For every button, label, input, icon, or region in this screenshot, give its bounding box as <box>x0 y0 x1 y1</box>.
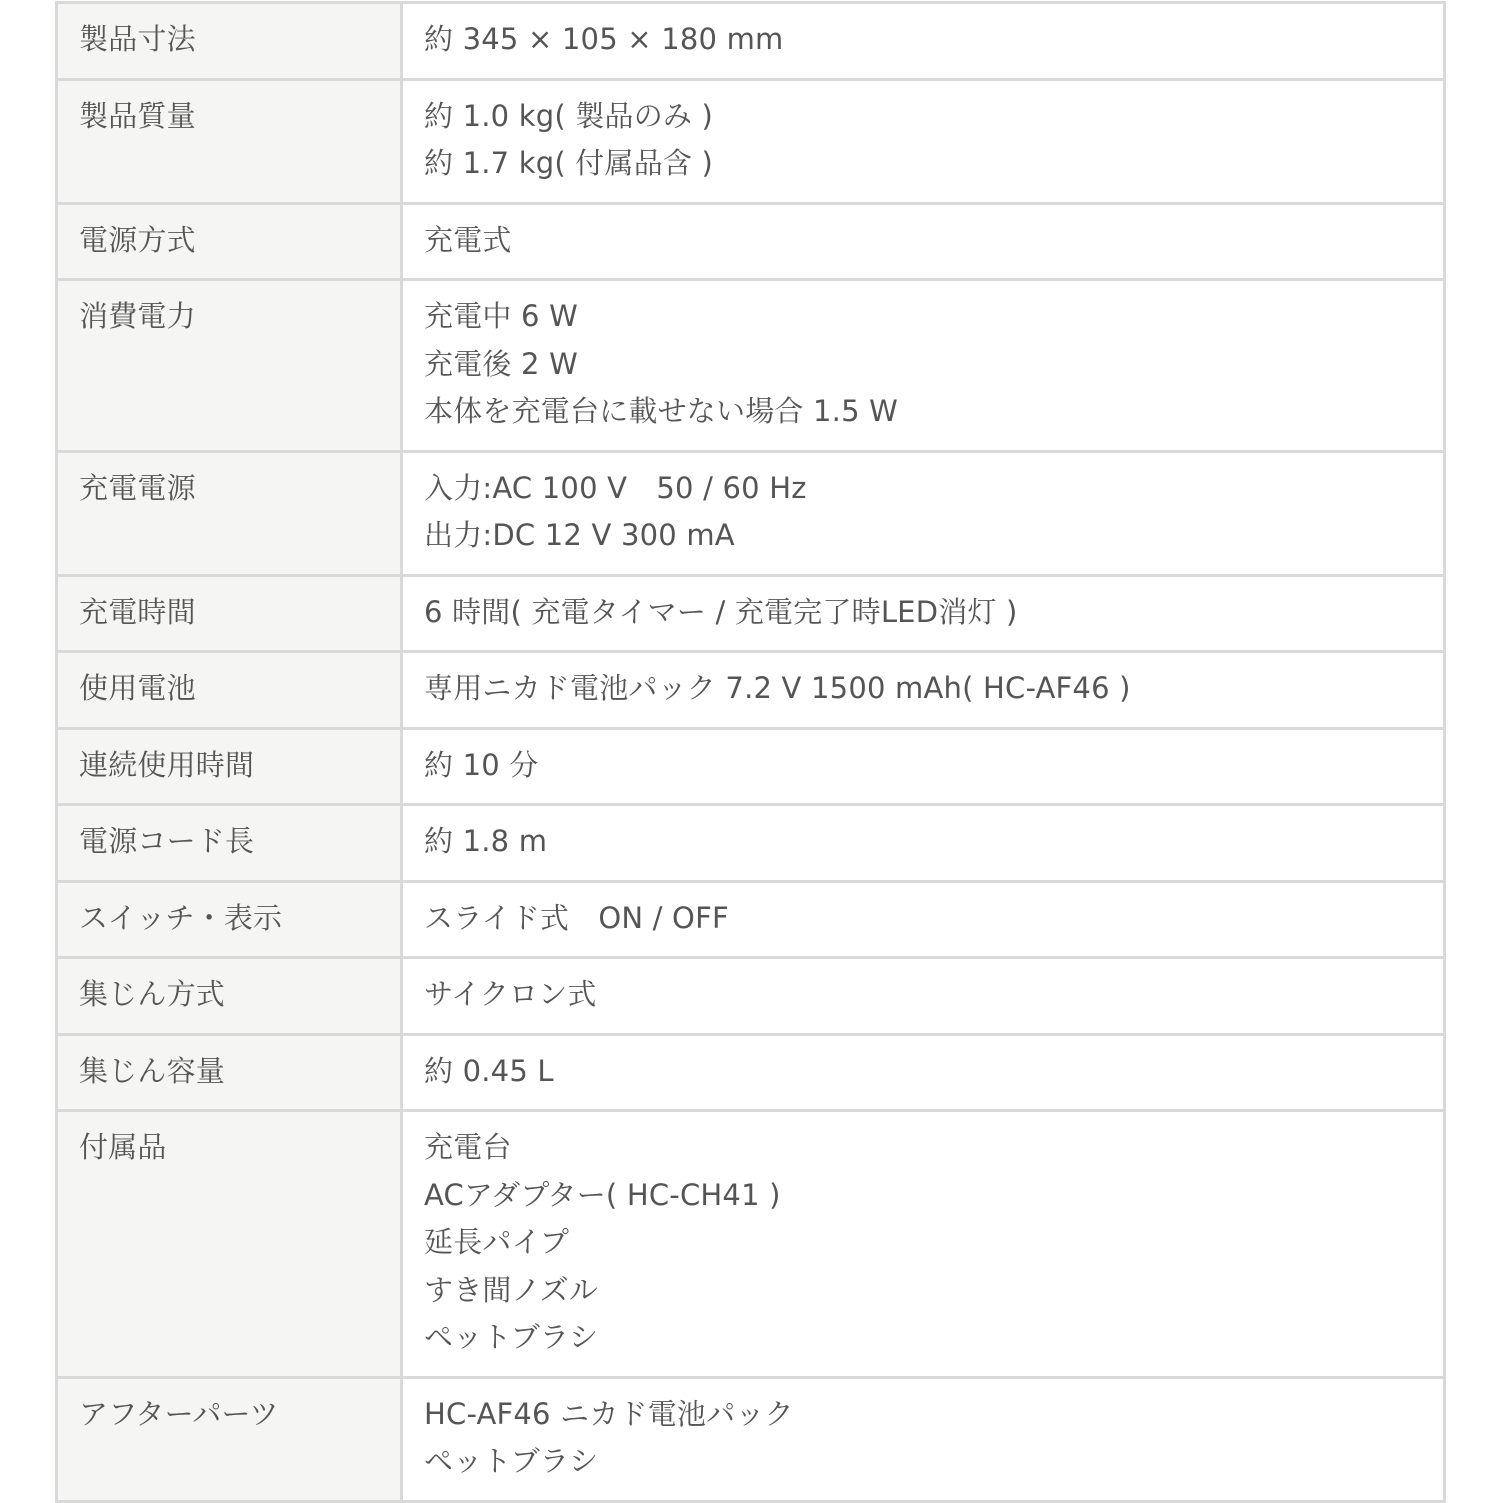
spec-row <box>57 652 1445 729</box>
spec-value-line: 約 0.45 L <box>424 1053 554 1088</box>
spec-value-line: 充電中 6 W <box>424 299 578 333</box>
spec-label: 電源方式 <box>57 203 402 280</box>
spec-value-cell <box>402 881 1445 958</box>
spec-label: 使用電池 <box>57 652 402 729</box>
spec-value-line: 延長パイプ <box>424 1225 570 1259</box>
spec-value-line: HC-AF46 ニカド電池パック <box>424 1396 794 1431</box>
spec-value-cell <box>402 958 1445 1035</box>
spec-value-line: すき間ノズル <box>424 1272 599 1307</box>
spec-value-cell <box>402 79 1445 203</box>
spec-value-line: 入力:AC 100 V 50 / 60 Hz <box>424 470 807 505</box>
spec-value-line: 本体を充電台に載せない場合 1.5 W <box>424 394 899 428</box>
spec-row <box>57 1034 1445 1111</box>
spec-row <box>57 3 1445 80</box>
spec-label: 集じん方式 <box>57 958 402 1035</box>
spec-label: 製品寸法 <box>57 3 402 80</box>
spec-value-cell <box>402 1034 1445 1111</box>
spec-label: 集じん容量 <box>57 1034 402 1111</box>
spec-value-line: 約 345 × 105 × 180 mm <box>424 22 784 56</box>
spec-value-cell <box>402 203 1445 280</box>
spec-row <box>57 451 1445 575</box>
spec-row <box>57 958 1445 1035</box>
spec-value-cell <box>402 652 1445 729</box>
spec-value-line: 約 1.7 kg( 付属品含 ) <box>424 146 714 180</box>
spec-label: 付属品 <box>57 1111 402 1378</box>
spec-value-line: 約 1.0 kg( 製品のみ ) <box>424 98 714 133</box>
spec-value-cell <box>402 451 1445 575</box>
spec-value-cell <box>402 3 1445 80</box>
spec-table <box>55 1 1446 1503</box>
spec-label: 連続使用時間 <box>57 728 402 805</box>
spec-value-cell <box>402 805 1445 882</box>
spec-value-line: サイクロン式 <box>424 977 597 1011</box>
spec-row <box>57 805 1445 882</box>
spec-value-line: 専用ニカド電池パック 7.2 V 1500 mAh( HC-AF46 ) <box>424 671 1131 705</box>
spec-value-line: 約 1.8 m <box>424 824 548 858</box>
spec-value-line: 充電式 <box>424 222 512 257</box>
spec-value-line: 充電後 2 W <box>424 346 578 381</box>
spec-value-line: 充電台 <box>424 1130 512 1164</box>
spec-row <box>57 881 1445 958</box>
spec-label: 消費電力 <box>57 280 402 452</box>
spec-row <box>57 575 1445 652</box>
spec-row <box>57 79 1445 203</box>
spec-value-line: 6 時間( 充電タイマー / 充電完了時LED消灯 ) <box>424 594 1018 629</box>
spec-label: 製品質量 <box>57 79 402 203</box>
spec-value-line: 約 10 分 <box>424 747 539 782</box>
spec-value-cell <box>402 280 1445 452</box>
spec-row <box>57 1111 1445 1378</box>
spec-value-cell <box>402 728 1445 805</box>
spec-value-cell <box>402 1377 1445 1501</box>
spec-label: スイッチ・表示 <box>57 881 402 958</box>
spec-row <box>57 1377 1445 1501</box>
spec-value-line: ACアダプター( HC-CH41 ) <box>424 1177 781 1212</box>
spec-row <box>57 728 1445 805</box>
spec-value-cell <box>402 575 1445 652</box>
spec-row <box>57 280 1445 452</box>
spec-value-line: ペットブラシ <box>424 1320 599 1354</box>
spec-label: 充電電源 <box>57 451 402 575</box>
spec-label: 電源コード長 <box>57 805 402 882</box>
spec-row <box>57 203 1445 280</box>
spec-table-body <box>57 3 1445 1502</box>
spec-value-line: 出力:DC 12 V 300 mA <box>424 518 735 552</box>
spec-label: アフターパーツ <box>57 1377 402 1501</box>
spec-value-line: スライド式 ON / OFF <box>424 900 729 935</box>
spec-label: 充電時間 <box>57 575 402 652</box>
spec-value-line: ペットブラシ <box>424 1444 599 1478</box>
spec-value-cell <box>402 1111 1445 1378</box>
